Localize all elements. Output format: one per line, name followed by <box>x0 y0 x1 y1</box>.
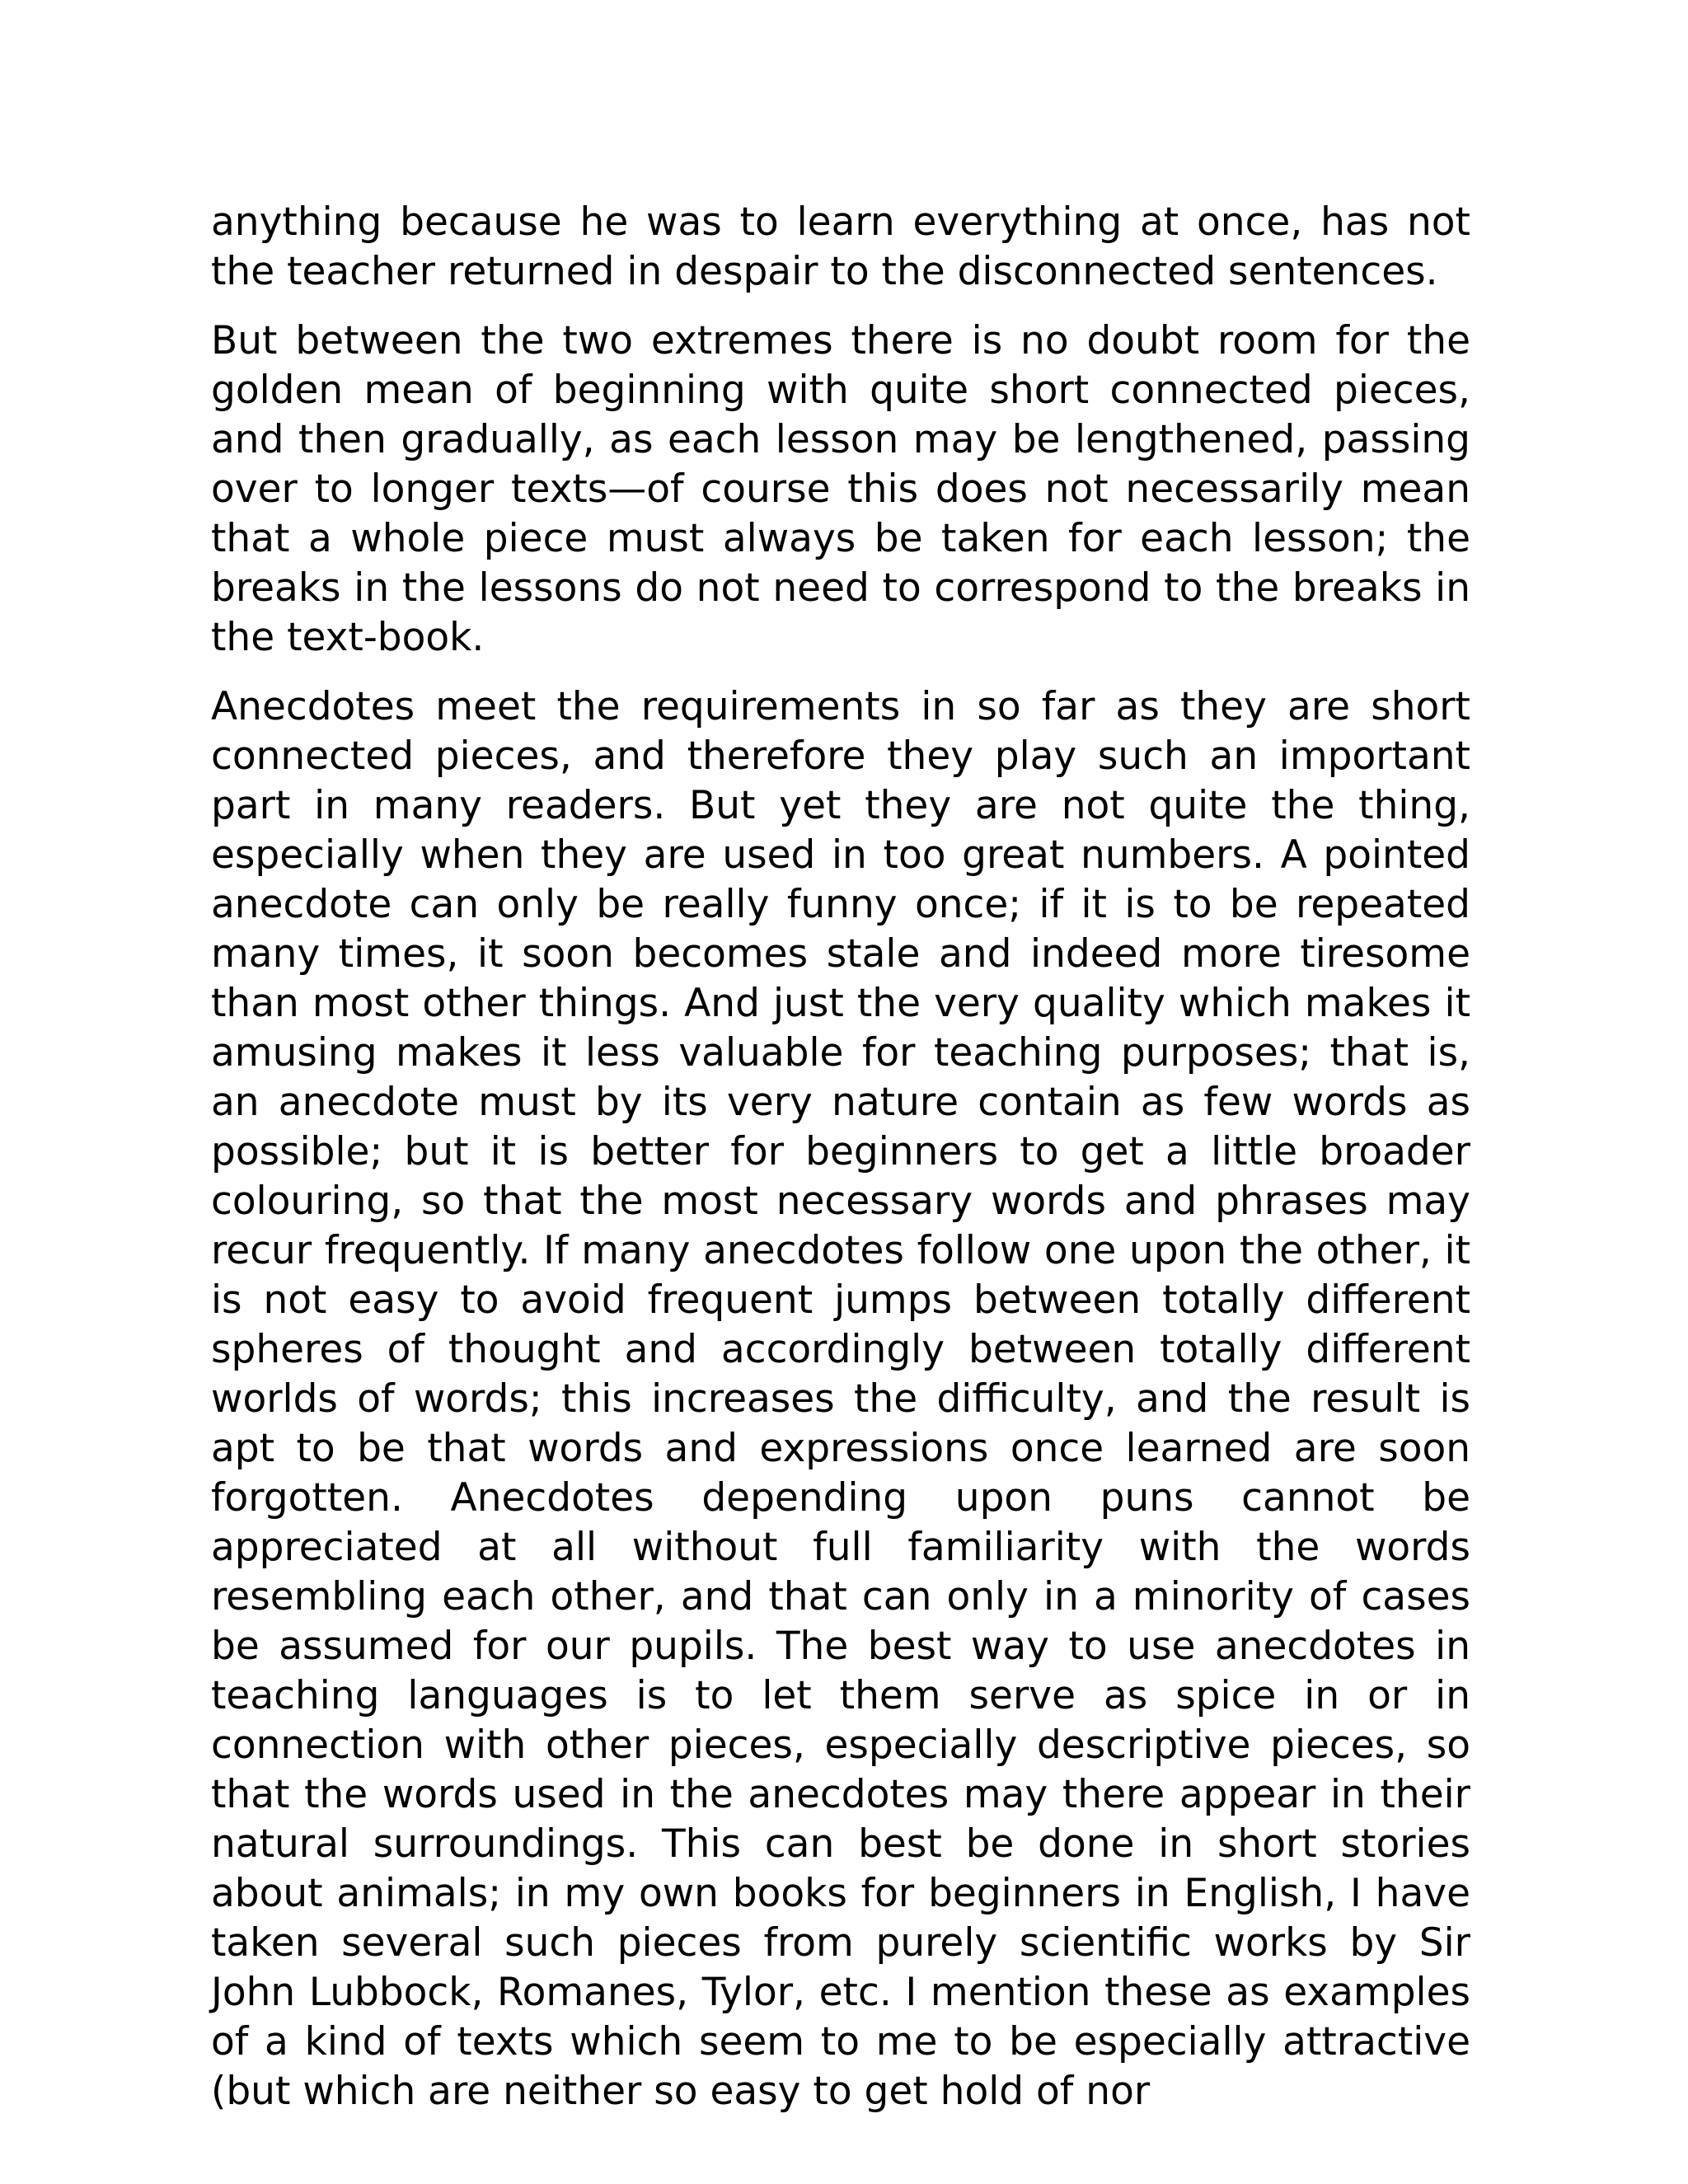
paragraph-1: anything because he was to learn everything at once, has not the teacher returned in despair to the disconnected sentences. <box>211 199 1470 294</box>
paragraph-2: But between the two extremes there is no doubt room for the golden mean of beginning with quite short connected pieces, and then gradually, as each lesson may be lengthened, passing over to longer texts—of course this does not necessarily mean that a whole piece must always be taken for each lesson; the breaks in the lessons do not need to correspond to the breaks in the text-book. <box>211 318 1470 660</box>
paragraph-3: Anecdotes meet the requirements in so far as they are short connected pieces, and therefore they play such an important part in many readers. But yet they are not quite the thing, especially when they are used in too great numbers. A pointed anecdote can only be really funny once; if it is to be repeated many times, it soon becomes stale and indeed more tiresome than most other things. And just the very quality which makes it amusing makes it less valuable for teaching purposes; that is, an anecdote must by its very nature contain as few words as possible; but it is better for beginners to get a little broader colouring, so that the most necessary words and phrases may recur frequently. If many anecdotes follow one upon the other, it is not easy to avoid frequent jumps between totally different spheres of thought and accordingly between totally different worlds of words; this increases the difficulty, and the result is apt to be that words and expressions once learned are soon forgotten. Anecdotes depending upon puns cannot be appreciated at all without full familiarity with the words resembling each other, and that can only in a minority of cases be assumed for our pupils. The best way to use anecdotes in teaching languages is to let them serve as spice in or in connection with other pieces, especially descriptive pieces, so that the words used in the anecdotes may there appear in their natural surroundings. This can best be done in short stories about animals; in my own books for beginners in English, I have taken several such pieces from purely scientific works by Sir John Lubbock, Romanes, Tylor, etc. I mention these as examples of a kind of texts which seem to me to be especially attractive (but which are neither so easy to get hold of nor <box>211 684 1470 2114</box>
body-text <box>211 198 1470 2136</box>
